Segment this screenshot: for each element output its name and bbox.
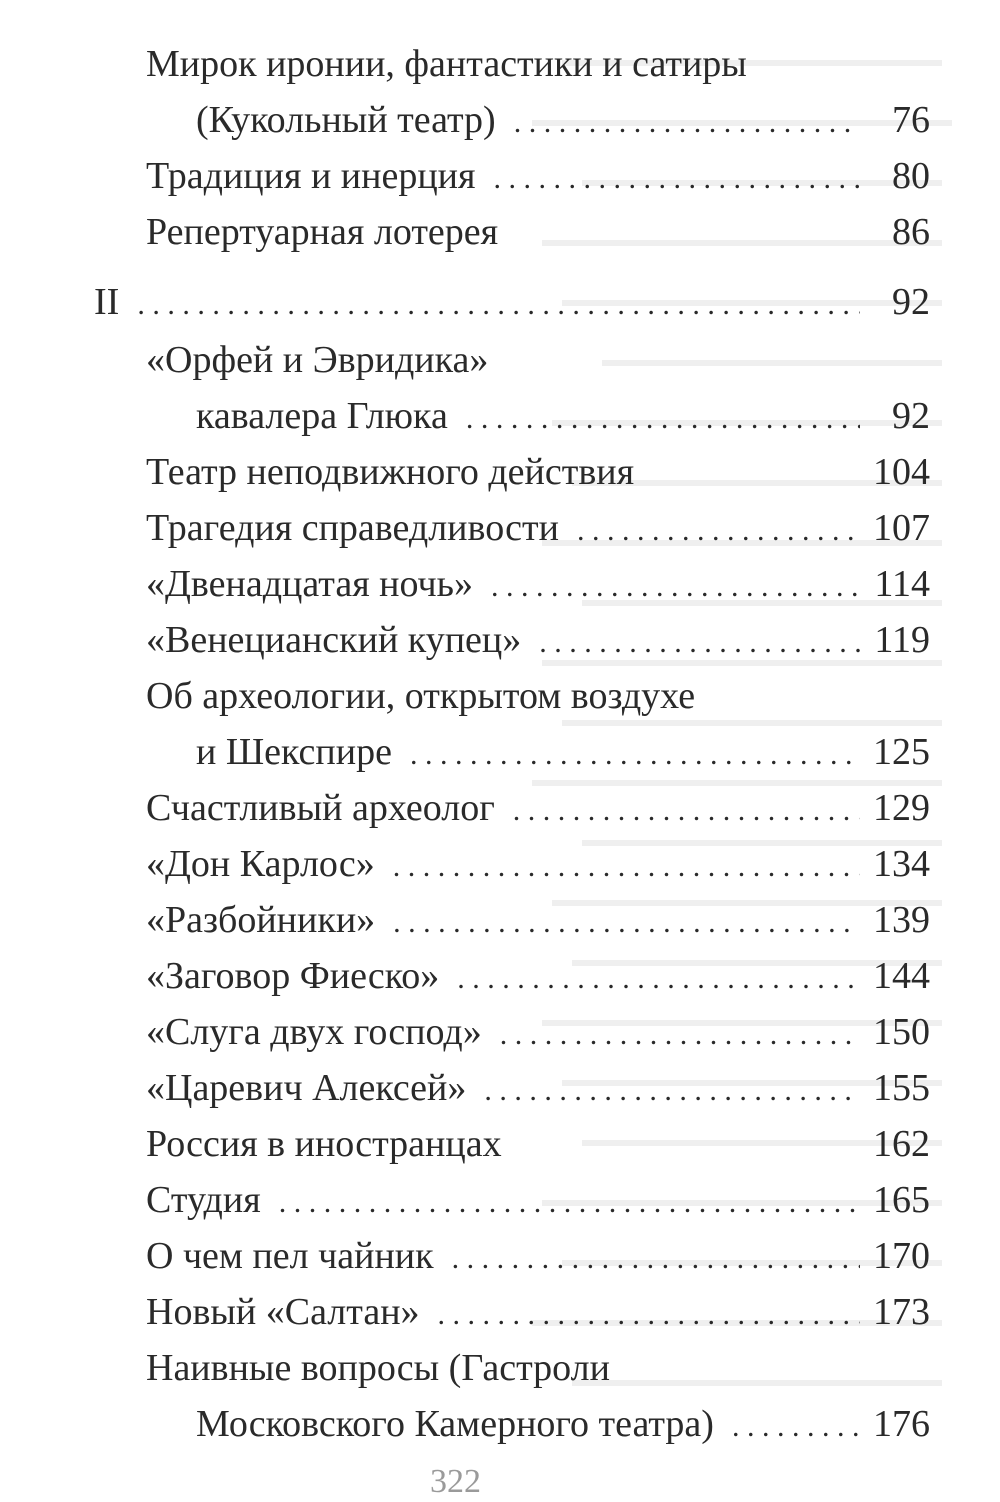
toc-entry xyxy=(146,148,930,204)
toc-entry-title: «Двенадцатая ночь» xyxy=(146,563,473,605)
toc-entry-page: 76 xyxy=(892,99,930,141)
toc-entry-page: 139 xyxy=(873,899,930,941)
toc-entry xyxy=(146,780,930,836)
dot-leader xyxy=(137,277,860,333)
toc-entry-page: 104 xyxy=(873,451,930,493)
toc-entry-page: 170 xyxy=(873,1235,930,1277)
toc-entry-title: кавалера Глюка xyxy=(196,395,448,437)
toc-entry xyxy=(146,668,695,724)
toc-entry-title: Студия xyxy=(146,1179,261,1221)
toc-entry-page: 155 xyxy=(873,1067,930,1109)
dot-leader xyxy=(393,839,860,895)
toc-entry-page: 119 xyxy=(874,619,930,661)
toc-entry xyxy=(146,556,930,612)
toc-entry-page: 165 xyxy=(873,1179,930,1221)
dot-leader xyxy=(484,1063,860,1119)
toc-entry xyxy=(146,1340,610,1396)
toc-entry xyxy=(146,500,930,556)
toc-entry-page: 125 xyxy=(873,731,930,773)
toc-entry-title: «Царевич Алексей» xyxy=(146,1067,467,1109)
dot-leader xyxy=(410,727,860,783)
toc-entry xyxy=(196,92,930,148)
dot-leader xyxy=(491,559,860,615)
toc-entry-title: (Кукольный театр) xyxy=(196,99,496,141)
toc-entry-page: 150 xyxy=(873,1011,930,1053)
toc-entry-title: «Венецианский купец» xyxy=(146,619,522,661)
toc-entry xyxy=(146,36,747,92)
dot-leader xyxy=(577,503,860,559)
toc-entry-title: и Шекспире xyxy=(196,731,392,773)
toc-entry-page: 144 xyxy=(873,955,930,997)
toc-entry-title: Россия в иностранцах xyxy=(146,1123,502,1165)
toc-entry-title: Об археологии, открытом воздухе xyxy=(146,675,696,717)
toc-entry-page: 107 xyxy=(873,507,930,549)
toc-entry xyxy=(146,836,930,892)
toc-entry xyxy=(196,1396,930,1452)
toc-entry xyxy=(146,1060,930,1116)
toc-entry-title: Репертуарная лотерея xyxy=(146,211,499,253)
toc-entry-title: Новый «Салтан» xyxy=(146,1291,420,1333)
toc-entry-page: 92 xyxy=(892,395,930,437)
toc-entry xyxy=(146,1284,930,1340)
dot-leader xyxy=(539,615,860,671)
dot-leader xyxy=(452,1231,860,1287)
toc-entry xyxy=(146,332,488,388)
toc-entry-title: Наивные вопросы (Гастроли xyxy=(146,1347,610,1389)
toc-entry xyxy=(146,948,930,1004)
toc-entry xyxy=(196,388,930,444)
toc-entry xyxy=(146,1172,930,1228)
toc-entry-title: Счастливый археолог xyxy=(146,787,495,829)
dot-leader xyxy=(457,951,860,1007)
dot-leader xyxy=(493,151,860,207)
toc-entry-page: 92 xyxy=(892,281,930,323)
toc-entry-title: «Заговор Фиеско» xyxy=(146,955,440,997)
toc-entry-title: Трагедия справедливости xyxy=(146,507,559,549)
toc-entry xyxy=(196,724,930,780)
page-number: 322 xyxy=(430,1463,481,1500)
toc-entry-title: Традиция и инерция xyxy=(146,155,476,197)
toc-entry-page: 176 xyxy=(873,1403,930,1445)
toc-entry-page: 129 xyxy=(873,787,930,829)
toc-entry-page: 134 xyxy=(873,843,930,885)
toc-entry xyxy=(146,1116,930,1172)
toc-entry xyxy=(146,612,930,668)
toc-entry-page: 80 xyxy=(892,155,930,197)
toc-entry-title: «Слуга двух господ» xyxy=(146,1011,482,1053)
toc-entry xyxy=(146,1228,930,1284)
toc-entry xyxy=(146,204,930,260)
toc-section-heading xyxy=(94,274,930,330)
dot-leader xyxy=(466,391,860,447)
toc-entry-page: 162 xyxy=(873,1123,930,1165)
toc-entry-title: «Орфей и Эвридика» xyxy=(146,339,489,381)
toc-entry-page: 173 xyxy=(873,1291,930,1333)
dot-leader xyxy=(279,1175,860,1231)
toc-entry-page: 86 xyxy=(892,211,930,253)
toc-entry-title: О чем пел чайник xyxy=(146,1235,434,1277)
section-number: II xyxy=(94,281,120,323)
toc-entry-title: Московского Камерного театра) xyxy=(196,1403,714,1445)
toc-entry-page: 114 xyxy=(874,563,930,605)
dot-leader xyxy=(500,1007,860,1063)
toc-entry-title: «Дон Карлос» xyxy=(146,843,375,885)
dot-leader xyxy=(438,1287,860,1343)
toc-entry xyxy=(146,892,930,948)
dot-leader xyxy=(393,895,860,951)
toc-entry-title: Театр неподвижного действия xyxy=(146,451,635,493)
toc-entry-title: «Разбойники» xyxy=(146,899,376,941)
toc-entry-title: Мирок иронии, фантастики и сатиры xyxy=(146,43,747,85)
dot-leader xyxy=(732,1399,860,1455)
toc-entry xyxy=(146,1004,930,1060)
dot-leader xyxy=(514,95,860,151)
dot-leader xyxy=(513,783,860,839)
toc-entry xyxy=(146,444,930,500)
